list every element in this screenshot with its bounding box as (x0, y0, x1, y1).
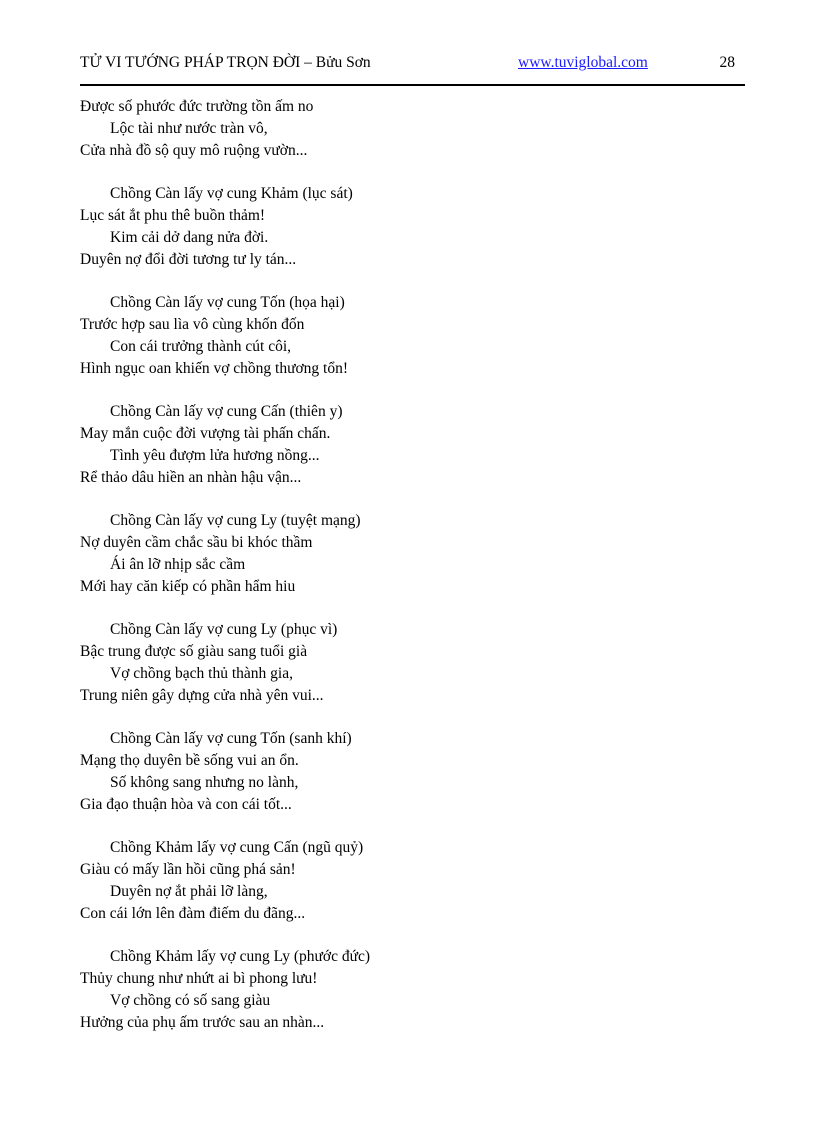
verse-line: Con cái lớn lên đàm điếm du đãng... (80, 905, 306, 922)
verse-line: Số không sang nhưng no lành, (110, 774, 299, 791)
stanza (80, 619, 745, 707)
verse-line: Gia đạo thuận hòa và con cái tốt... (80, 796, 292, 813)
verse-line: Chồng Càn lấy vợ cung Tốn (sanh khí) (110, 730, 352, 747)
verse-line: Kim cải dở dang nửa đời. (110, 229, 269, 246)
verse-line: Hình ngục oan khiến vợ chồng thương tổn! (80, 360, 349, 377)
verse-line: Mới hay căn kiếp có phần hẩm hiu (80, 578, 296, 595)
page-header (80, 52, 745, 76)
poem-body (80, 96, 745, 1055)
verse-line: Trước hợp sau lìa vô cùng khốn đốn (80, 316, 305, 333)
verse-line: Cửa nhà đồ sộ quy mô ruộng vườn... (80, 142, 308, 159)
verse-line: Vợ chồng có số sang giàu (110, 992, 271, 1009)
verse-line: Trung niên gây dựng cửa nhà yên vui... (80, 687, 324, 704)
stanza (80, 401, 745, 489)
verse-line: Chồng Càn lấy vợ cung Cấn (thiên y) (110, 403, 343, 420)
stanza (80, 946, 745, 1034)
verse-line: Duyên nợ ắt phải lỡ làng, (110, 883, 268, 900)
verse-line: Chồng Càn lấy vợ cung Ly (phục vì) (110, 621, 338, 638)
verse-line: Tình yêu đượm lửa hương nồng... (110, 447, 320, 464)
verse-line: Mạng thọ duyên bề sống vui an ổn. (80, 752, 299, 769)
verse-line: Nợ duyên cầm chắc sầu bi khóc thầm (80, 534, 313, 551)
verse-line: Giàu có mấy lần hồi cũng phá sản! (80, 861, 296, 878)
verse-line: Hưởng của phụ ấm trước sau an nhàn... (80, 1014, 325, 1031)
verse-line: Chồng Càn lấy vợ cung Khảm (lục sát) (110, 185, 353, 202)
stanza (80, 96, 745, 162)
verse-line: Chồng Khảm lấy vợ cung Cấn (ngũ quỷ) (110, 839, 364, 856)
verse-line: Con cái trưởng thành cút côi, (110, 338, 292, 355)
verse-line: Được số phước đức trường tồn ấm no (80, 98, 314, 115)
document-title: TỬ VI TƯỚNG PHÁP TRỌN ĐỜI – Bửu Sơn (80, 54, 371, 71)
verse-line: Bậc trung được số giàu sang tuổi già (80, 643, 308, 660)
stanza (80, 292, 745, 380)
verse-line: Lục sát ắt phu thê buồn thảm! (80, 207, 266, 224)
verse-line: Duyên nợ đổi đời tương tư ly tán... (80, 251, 297, 268)
stanza (80, 510, 745, 598)
stanza (80, 183, 745, 271)
verse-line: Ái ân lỡ nhịp sắc cầm (110, 556, 246, 573)
stanza (80, 837, 745, 925)
page-number: 28 (719, 54, 735, 71)
verse-line: Chồng Khảm lấy vợ cung Ly (phước đức) (110, 948, 371, 965)
verse-line: Chồng Càn lấy vợ cung Tốn (họa hại) (110, 294, 345, 311)
verse-line: Chồng Càn lấy vợ cung Ly (tuyệt mạng) (110, 512, 361, 529)
verse-line: Thủy chung như nhứt ai bì phong lưu! (80, 970, 318, 987)
stanza (80, 728, 745, 816)
verse-line: Vợ chồng bạch thủ thành gia, (110, 665, 293, 682)
verse-line: May mắn cuộc đời vượng tài phấn chấn. (80, 425, 331, 442)
verse-line: Rể thảo dâu hiền an nhàn hậu vận... (80, 469, 302, 486)
verse-line: Lộc tài như nước tràn vô, (110, 120, 268, 137)
header-divider (80, 84, 745, 86)
website-link[interactable]: www.tuviglobal.com (518, 54, 648, 71)
